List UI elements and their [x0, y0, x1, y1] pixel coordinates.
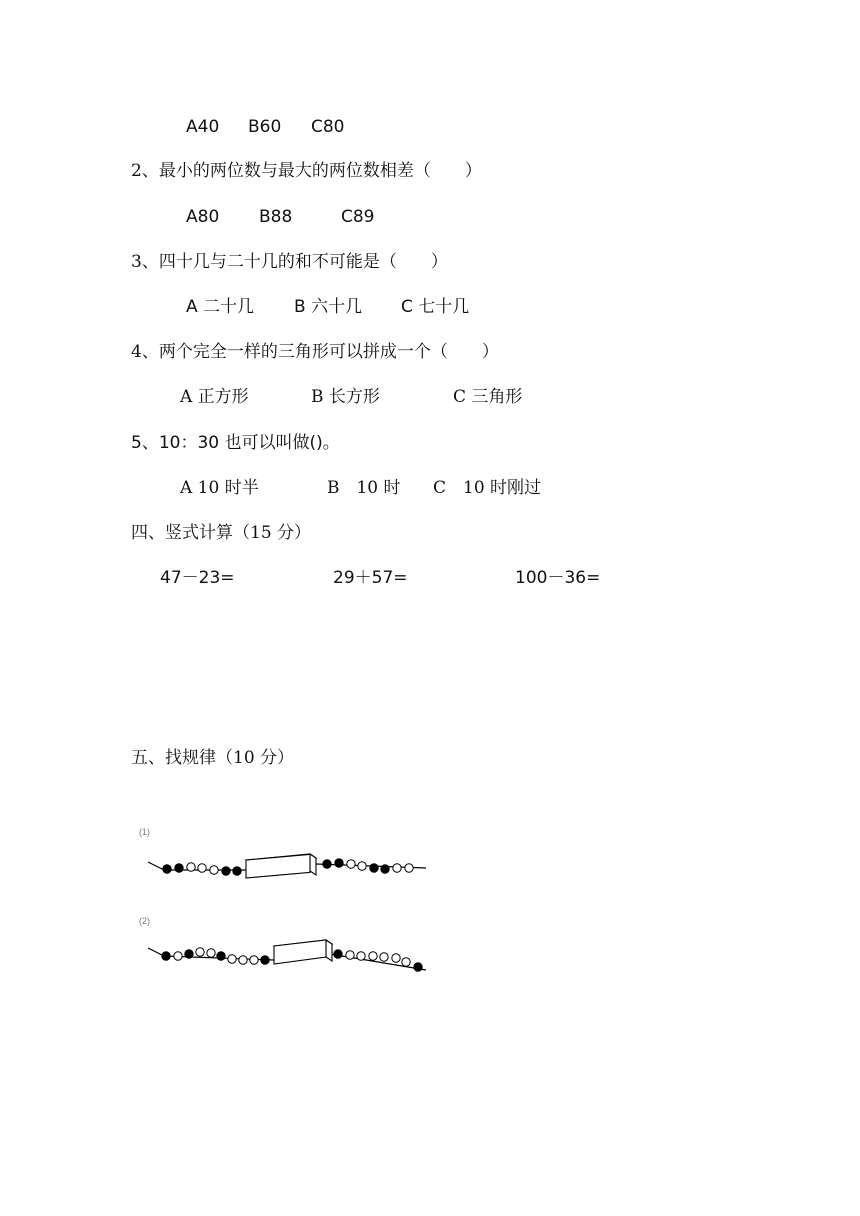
- q5-option-a: A 10 时半: [180, 478, 259, 498]
- q5-option-b: B 10 时: [327, 478, 401, 498]
- q2-option-c: C89: [341, 207, 375, 227]
- q3-option-a: A 二十几: [186, 297, 255, 317]
- q2-text: 2、最小的两位数与最大的两位数相差（ ）: [131, 161, 482, 181]
- q1-option-a: A40: [186, 117, 220, 137]
- problem-2: 29＋57=: [333, 568, 408, 588]
- q3-option-c: C 七十几: [401, 297, 470, 317]
- problem-1: 47－23=: [160, 568, 235, 588]
- section4-title: 四、竖式计算（15 分）: [131, 523, 312, 543]
- bead-pattern-figure-1: [140, 840, 440, 890]
- q4-option-c: C 三角形: [453, 387, 523, 407]
- section5-title: 五、找规律（10 分）: [131, 748, 295, 768]
- q4-option-a: A 正方形: [180, 387, 249, 407]
- q4-text: 4、两个完全一样的三角形可以拼成一个（ ）: [131, 342, 499, 362]
- figure-1-label: (1): [139, 827, 150, 837]
- q4-option-b: B 长方形: [311, 387, 380, 407]
- bead-pattern-figure-2: [140, 930, 440, 980]
- q5-text: 5、10：30 也可以叫做()。: [131, 433, 340, 453]
- q1-option-c: C80: [311, 117, 345, 137]
- problem-3: 100－36=: [515, 568, 601, 588]
- q2-option-a: A80: [186, 207, 220, 227]
- q5-option-c: C 10 时刚过: [433, 478, 542, 498]
- figure-2-label: (2): [139, 916, 150, 926]
- q2-option-b: B88: [259, 207, 293, 227]
- q3-option-b: B 六十几: [294, 297, 363, 317]
- q1-option-b: B60: [248, 117, 282, 137]
- q3-text: 3、四十几与二十几的和不可能是（ ）: [131, 252, 448, 272]
